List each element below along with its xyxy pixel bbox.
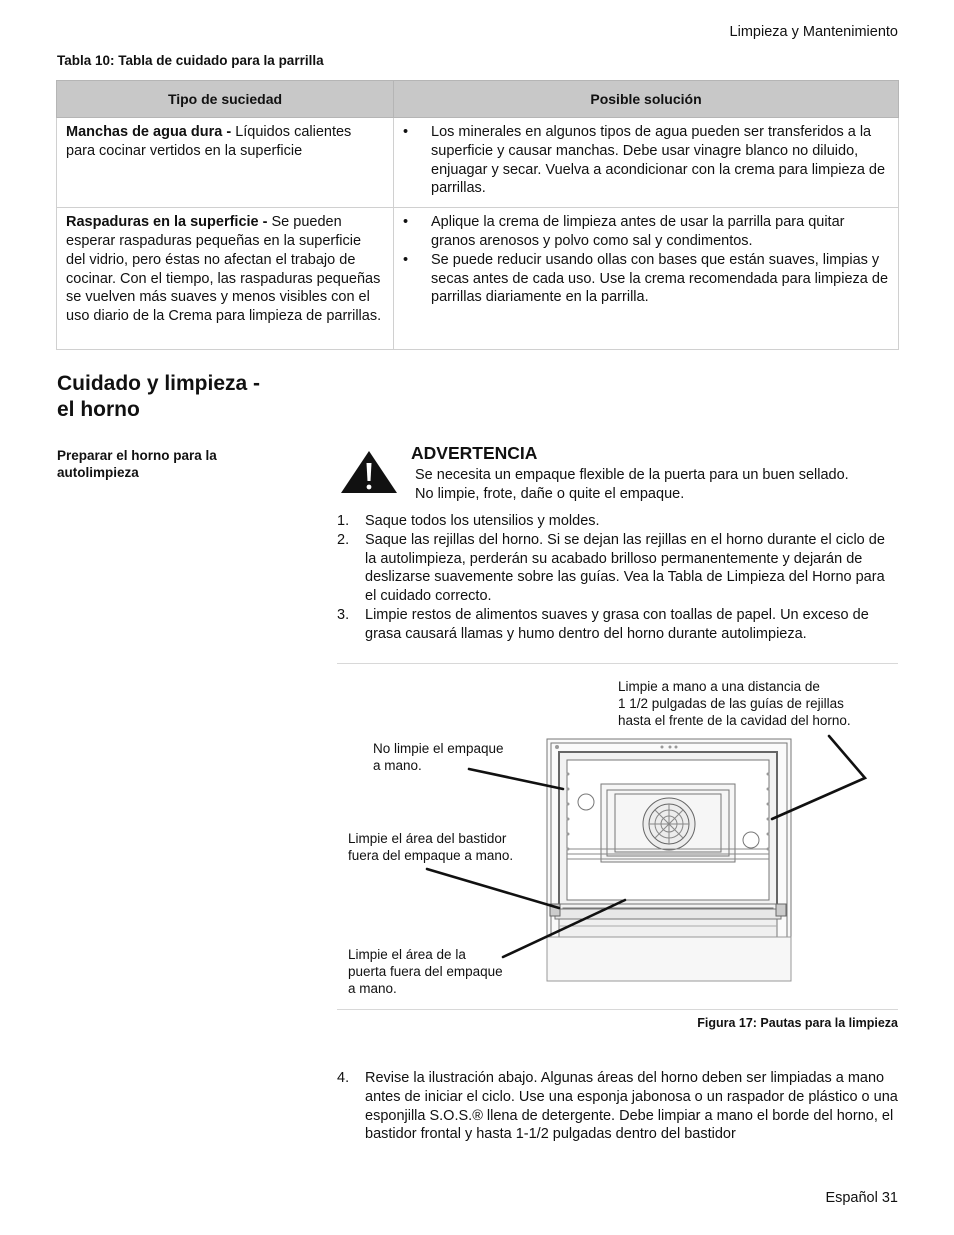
table-header-row bbox=[57, 81, 899, 118]
callout-line: hasta el frente de la cavidad del horno. bbox=[618, 713, 851, 728]
open-door bbox=[547, 904, 791, 981]
step-item bbox=[337, 512, 899, 531]
callout-line: No limpie el empaque bbox=[373, 741, 504, 756]
step-text: Saque todos los utensilios y moldes. bbox=[365, 513, 600, 529]
care-table bbox=[56, 80, 899, 350]
step-item bbox=[337, 606, 899, 644]
warning-line-2: No limpie, frote, dañe o quite el empaque. bbox=[415, 486, 685, 502]
soil-type-cell bbox=[57, 118, 394, 208]
step-text: Limpie restos de alimentos suaves y grasa con toallas de papel. Un exceso de grasa causará llamas y humo dentro del horno durante autolimpieza. bbox=[365, 606, 869, 642]
table-row bbox=[57, 118, 899, 208]
warning-triangle-icon bbox=[340, 450, 398, 494]
column-header-solution: Posible solución bbox=[394, 81, 899, 118]
step-number: 1. bbox=[337, 513, 350, 529]
step-number: 4. bbox=[337, 1070, 350, 1086]
table-row bbox=[57, 208, 899, 350]
fan-icon bbox=[643, 798, 695, 850]
soil-type-cell bbox=[57, 208, 394, 350]
section-title bbox=[57, 371, 260, 423]
callout-line: Limpie el área de la bbox=[348, 947, 466, 962]
callout-line: puerta fuera del empaque bbox=[348, 964, 503, 979]
soil-type-title: Manchas de agua dura - bbox=[66, 124, 232, 140]
column-header-type: Tipo de suciedad bbox=[57, 81, 394, 118]
warning-line-1: Se necesita un empaque flexible de la puerta para un buen sellado. bbox=[415, 467, 849, 483]
callout-line: a mano. bbox=[373, 758, 422, 773]
step-text: Revise la ilustración abajo. Algunas áreas del horno deben ser limpiadas a mano antes de iniciar el ciclo. Use una esponja jabonosa o un raspador de plástico o una esponjilla S.O.S.® llena de detergente. Debe limpiar a mano el borde del horno, el bastidor frontal y hasta 1-1/2 pulgadas dentro del bastidor bbox=[365, 1070, 898, 1143]
figure-bottom-rule bbox=[337, 1009, 898, 1010]
callout-line: Limpie el área del bastidor bbox=[348, 831, 507, 846]
step-item bbox=[337, 1069, 899, 1144]
solution-item: • Aplique la crema de limpieza antes de usar la parrilla para quitar granos arenosos y polvo como sal y condimentos. bbox=[403, 213, 889, 251]
callout-gasket bbox=[373, 740, 504, 774]
callout-line: fuera del empaque a mano. bbox=[348, 848, 514, 863]
step-number: 2. bbox=[337, 531, 350, 548]
solution-item: • Se puede reducir usando ollas con bases que están suaves, limpias y secas antes de cada uso. Use la crema recomendada para limpieza de parrillas diariamente en la parrilla. bbox=[403, 251, 889, 307]
solution-cell bbox=[394, 208, 899, 350]
soil-type-desc: Se pueden esperar raspaduras pequeñas en la superficie del vidrio, pero éstas no afectan el trabajo de cocinar. Con el tiempo, las raspaduras pequeñas se vuelven más suaves y menos visibles con el uso diario de la Crema para limpieza de parrillas. bbox=[66, 214, 382, 325]
step-item bbox=[337, 531, 899, 606]
leader-line-frame bbox=[427, 869, 559, 908]
table-caption: Tabla 10: Tabla de cuidado para la parrilla bbox=[57, 53, 324, 68]
soil-type-title: Raspaduras en la superficie - bbox=[66, 214, 268, 231]
solution-cell bbox=[394, 118, 899, 208]
solution-item: • Los minerales en algunos tipos de agua pueden ser transferidos a la superficie y causar manchas. Debe usar vinagre blanco no diluido, enjuagar y secar. Vuelva a acondicionar con la crema para limpieza de parrillas. bbox=[403, 123, 889, 198]
warning-text bbox=[415, 466, 895, 504]
section-title-line1: Cuidado y limpieza - bbox=[57, 372, 261, 395]
warning-title: ADVERTENCIA bbox=[411, 443, 538, 463]
callout-line: Limpie a mano a una distancia de bbox=[618, 679, 820, 694]
callout-frame bbox=[348, 830, 513, 864]
running-header: Limpieza y Mantenimiento bbox=[729, 24, 898, 40]
step-number: 3. bbox=[337, 606, 350, 623]
side-heading: Preparar el horno para la autolimpieza bbox=[57, 448, 217, 480]
step-text: Saque las rejillas del horno. Si se dejan las rejillas en el horno durante el ciclo de la autolimpieza, perderán su acabado brilloso permanentemente y dejarán de deslizarse suavemente sobre las guías. Vea la Tabla de Limpieza del Horno para el cuidado correcto. bbox=[365, 531, 885, 605]
soil-type-desc: Líquidos calientes para cocinar vertidos en la superficie bbox=[66, 124, 352, 159]
page-footer: Español 31 bbox=[825, 1190, 898, 1206]
section-title-line2: el horno bbox=[57, 398, 140, 421]
callout-line: a mano. bbox=[348, 981, 397, 996]
callout-guides bbox=[618, 678, 851, 729]
figure-caption: Figura 17: Pautas para la limpieza bbox=[697, 1016, 898, 1030]
steps-list bbox=[337, 512, 899, 644]
callout-door bbox=[348, 946, 503, 997]
callout-line: 1 1/2 pulgadas de las guías de rejillas bbox=[618, 696, 844, 711]
